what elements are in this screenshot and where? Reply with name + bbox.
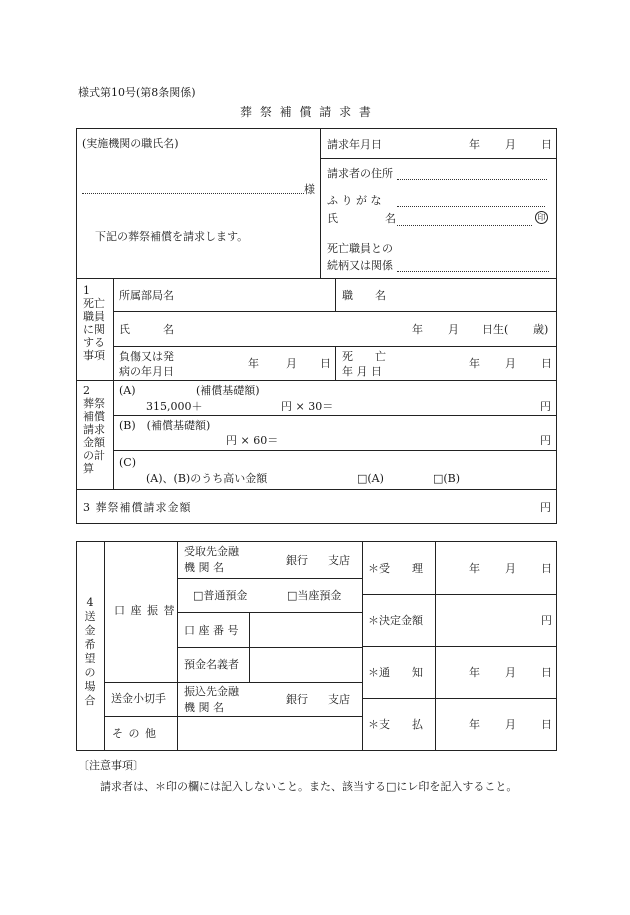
account-holder-label: 預金名義者	[184, 658, 239, 671]
request-month-unit: 月	[505, 138, 516, 151]
age-unit: 歳)	[533, 323, 549, 336]
calc-a-base-label: (補償基礎額)	[196, 384, 260, 397]
calc-a-formula: 315,000＋	[146, 400, 203, 413]
agency-name-line[interactable]	[82, 193, 304, 194]
relation-field[interactable]	[397, 271, 549, 272]
death-label-2: 年 月 日	[342, 365, 382, 378]
received-label: ＊受 理	[368, 562, 423, 575]
received-month-unit: 月	[505, 562, 516, 575]
paid-year-unit: 年	[469, 718, 480, 731]
notified-day-unit: 日	[541, 666, 552, 679]
account-transfer-label: 口 座 振 替	[114, 604, 176, 617]
death-year-unit: 年	[469, 357, 480, 370]
death-day-unit: 日	[541, 357, 552, 370]
received-year-unit: 年	[469, 562, 480, 575]
dept-label: 所属部局名	[119, 289, 174, 302]
remit-bank-label-2: 機 関 名	[184, 701, 224, 714]
bank-a-unit: 銀行	[286, 554, 308, 567]
calc-b-multiplier: 円 × 60＝	[226, 434, 279, 447]
section1-label: 1 死亡 職員 に関 する 事項	[83, 284, 105, 362]
futsu-checkbox[interactable]: □普通預金	[193, 589, 248, 602]
branch-a-unit: 支店	[328, 554, 350, 567]
bank-label-1: 受取先金融	[184, 545, 239, 558]
furigana-label: ふ り が な	[327, 194, 382, 207]
claimant-name-field[interactable]	[397, 225, 532, 226]
remit-bank-label-1: 振込先金融	[184, 685, 239, 698]
injury-year-unit: 年	[248, 357, 259, 370]
request-date-label: 請求年月日	[327, 138, 382, 151]
post-label: 職 名	[342, 289, 386, 302]
paid-label: ＊支 払	[368, 718, 423, 731]
injury-label-2: 病の年月日	[119, 365, 174, 378]
sama-label: 様	[304, 183, 315, 196]
decided-amount-label: ＊決定金額	[368, 614, 423, 627]
furigana-field[interactable]	[397, 206, 545, 207]
section3-unit: 円	[540, 501, 551, 514]
paid-month-unit: 月	[505, 718, 516, 731]
bank-label-2: 機 関 名	[184, 561, 224, 574]
injury-label-1: 負傷又は発	[119, 350, 174, 363]
request-day-unit: 日	[541, 138, 552, 151]
birth-day-unit: 日生(	[482, 323, 509, 336]
injury-day-unit: 日	[320, 357, 331, 370]
branch-b-unit: 支店	[328, 693, 350, 706]
account-number-label: 口 座 番 号	[184, 624, 239, 637]
address-label: 請求者の住所	[327, 167, 393, 180]
section4-label: 4 送金希望の場合	[84, 596, 96, 707]
notified-label: ＊通 知	[368, 666, 423, 679]
death-month-unit: 月	[505, 357, 516, 370]
seal-mark-icon: 印	[535, 211, 548, 224]
request-year-unit: 年	[469, 138, 480, 151]
bank-b-unit: 銀行	[286, 693, 308, 706]
calc-a-multiplier: 円 × 30＝	[281, 400, 334, 413]
death-label-1: 死 亡	[342, 350, 386, 363]
name-shi-label: 氏	[327, 212, 338, 225]
calc-b-unit: 円	[540, 434, 551, 447]
option-a-checkbox[interactable]: □(A)	[357, 472, 384, 485]
toza-checkbox[interactable]: □当座預金	[287, 589, 342, 602]
birth-month-unit: 月	[448, 323, 459, 336]
address-field[interactable]	[397, 179, 547, 180]
received-day-unit: 日	[541, 562, 552, 575]
notes-heading: 〔注意事項〕	[78, 759, 144, 772]
relation-label-1: 死亡職員との	[327, 242, 393, 255]
notes-text: 請求者は、＊印の欄には記入しないこと。また、該当する□にレ印を記入すること。	[100, 780, 518, 793]
injury-month-unit: 月	[286, 357, 297, 370]
calc-c-label: (C)	[119, 456, 136, 469]
other-label: そ の 他	[112, 727, 157, 740]
name-mei-label: 名	[385, 212, 396, 225]
option-b-checkbox[interactable]: □(B)	[433, 472, 461, 485]
calc-a-unit: 円	[540, 400, 551, 413]
calc-c-text: (A)、(B)のうち高い金額	[146, 472, 268, 485]
relation-label-2: 続柄又は関係	[327, 259, 393, 272]
section3-label: 3 葬祭補償請求金額	[83, 501, 192, 514]
calc-a-label: (A)	[119, 384, 136, 397]
birth-year-unit: 年	[412, 323, 423, 336]
form-number: 様式第10号(第8条関係)	[78, 86, 196, 99]
money-order-label: 送金小切手	[111, 692, 166, 705]
agency-label: (実施機関の職氏名)	[82, 137, 179, 150]
deceased-name-label: 氏 名	[119, 323, 174, 336]
calc-b-label: (B) (補償基礎額)	[119, 419, 211, 432]
paid-day-unit: 日	[541, 718, 552, 731]
notified-year-unit: 年	[469, 666, 480, 679]
form-title: 葬 祭 補 償 請 求 書	[240, 105, 373, 119]
section2-label: 2 葬祭 補償 請求 金額 の計 算	[83, 384, 105, 475]
decided-amount-unit: 円	[541, 614, 552, 627]
request-text: 下記の葬祭補償を請求します。	[95, 230, 249, 243]
notified-month-unit: 月	[505, 666, 516, 679]
